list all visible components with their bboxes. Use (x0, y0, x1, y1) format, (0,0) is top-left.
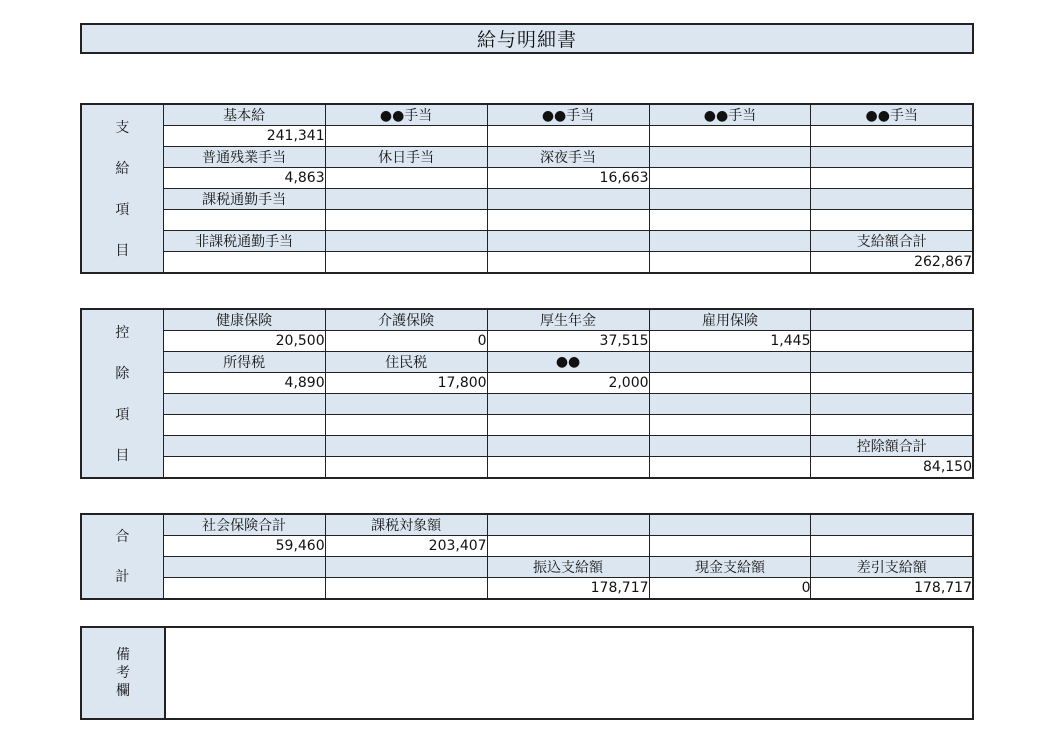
item-label-cell (325, 394, 487, 415)
item-value-cell[interactable] (811, 536, 973, 557)
item-label-cell: ●●手当 (811, 104, 973, 126)
item-value-cell[interactable] (325, 415, 487, 436)
item-value-cell[interactable]: 16,663 (487, 168, 649, 189)
item-label-cell: 課税通勤手当 (163, 189, 325, 210)
item-label-cell: 非課税通勤手当 (163, 231, 325, 252)
item-label-cell: 深夜手当 (487, 147, 649, 168)
table-row (81, 557, 973, 578)
item-label-cell: 差引支給額 (811, 557, 973, 578)
table-row (81, 168, 973, 189)
item-value-cell[interactable] (325, 168, 487, 189)
remarks-label-char: 考 (116, 665, 130, 681)
item-value-cell[interactable] (163, 457, 325, 478)
item-label-cell (487, 436, 649, 457)
item-label-cell (325, 189, 487, 210)
item-label-cell: ●●手当 (325, 104, 487, 126)
item-label-cell (163, 436, 325, 457)
deduction-items-table (80, 308, 974, 479)
item-value-cell[interactable]: 17,800 (325, 373, 487, 394)
item-label-cell (811, 147, 973, 168)
remarks-label-char: 備 (116, 647, 130, 663)
item-label-cell: 所得税 (163, 352, 325, 373)
item-value-cell[interactable] (163, 415, 325, 436)
item-label-cell (649, 436, 811, 457)
item-value-cell[interactable] (811, 126, 973, 147)
remarks-label-char: 欄 (116, 683, 130, 699)
table-row (81, 415, 973, 436)
item-value-cell[interactable]: 84,150 (811, 457, 973, 478)
section-label-char: 給 (115, 160, 130, 177)
item-label-cell (487, 189, 649, 210)
item-value-cell[interactable]: 262,867 (811, 252, 973, 273)
table-row (81, 189, 973, 210)
table-row (81, 514, 973, 536)
item-value-cell[interactable] (649, 126, 811, 147)
item-value-cell[interactable] (649, 536, 811, 557)
item-label-cell: 厚生年金 (487, 309, 649, 331)
item-value-cell[interactable] (487, 126, 649, 147)
item-label-cell: 振込支給額 (487, 557, 649, 578)
item-value-cell[interactable]: 203,407 (325, 536, 487, 557)
totals-table (80, 513, 974, 600)
item-value-cell[interactable] (487, 210, 649, 231)
item-value-cell[interactable] (163, 578, 325, 599)
item-label-cell (163, 557, 325, 578)
item-value-cell[interactable] (325, 252, 487, 273)
item-label-cell (487, 514, 649, 536)
table-row (81, 231, 973, 252)
table-row (81, 126, 973, 147)
payment-section-label (81, 104, 163, 273)
section-label-char: 計 (115, 569, 130, 586)
item-label-cell: 支給額合計 (811, 231, 973, 252)
item-label-cell: 基本給 (163, 104, 325, 126)
item-value-cell[interactable] (811, 210, 973, 231)
item-value-cell[interactable] (649, 252, 811, 273)
item-label-cell (649, 147, 811, 168)
item-label-cell (325, 231, 487, 252)
item-label-cell: 雇用保険 (649, 309, 811, 331)
item-value-cell[interactable]: 0 (649, 578, 811, 599)
remarks-label (82, 628, 166, 718)
table-row (81, 252, 973, 273)
item-value-cell[interactable]: 37,515 (487, 331, 649, 352)
item-value-cell[interactable]: 59,460 (163, 536, 325, 557)
item-value-cell[interactable] (811, 415, 973, 436)
section-label-char: 除 (115, 365, 130, 382)
table-row (81, 309, 973, 331)
table-row (81, 147, 973, 168)
section-label-char: 項 (115, 201, 130, 218)
item-label-cell: ●● (487, 352, 649, 373)
item-value-cell[interactable]: 241,341 (163, 126, 325, 147)
item-label-cell (811, 514, 973, 536)
item-label-cell (811, 309, 973, 331)
item-value-cell[interactable] (325, 126, 487, 147)
section-label-char: 目 (115, 447, 130, 464)
table-row (81, 578, 973, 599)
table-row (81, 331, 973, 352)
table-row (81, 457, 973, 478)
table-row (81, 352, 973, 373)
item-label-cell (649, 189, 811, 210)
item-value-cell[interactable] (163, 210, 325, 231)
item-value-cell[interactable] (811, 168, 973, 189)
deduction-section-label (81, 309, 163, 478)
item-value-cell[interactable] (487, 252, 649, 273)
item-label-cell (811, 352, 973, 373)
item-value-cell[interactable] (325, 210, 487, 231)
item-value-cell[interactable] (811, 373, 973, 394)
item-label-cell: 控除額合計 (811, 436, 973, 457)
item-value-cell[interactable] (649, 210, 811, 231)
item-value-cell[interactable] (649, 373, 811, 394)
page-title: 給与明細書 (80, 23, 974, 54)
totals-section-label (81, 514, 163, 599)
section-label-char: 目 (115, 242, 130, 259)
section-label-char: 合 (115, 529, 130, 546)
item-value-cell[interactable]: 20,500 (163, 331, 325, 352)
item-label-cell: 休日手当 (325, 147, 487, 168)
item-label-cell (325, 557, 487, 578)
item-label-cell: 現金支給額 (649, 557, 811, 578)
item-label-cell: 普通残業手当 (163, 147, 325, 168)
remarks-box (80, 626, 974, 720)
item-label-cell: 住民税 (325, 352, 487, 373)
item-value-cell[interactable]: 4,863 (163, 168, 325, 189)
item-value-cell[interactable] (649, 168, 811, 189)
item-value-cell[interactable] (649, 457, 811, 478)
item-value-cell[interactable] (487, 457, 649, 478)
table-row (81, 373, 973, 394)
table-row (81, 436, 973, 457)
item-label-cell: 介護保険 (325, 309, 487, 331)
section-label-char: 支 (115, 119, 130, 136)
item-value-cell[interactable] (325, 457, 487, 478)
section-label-char: 項 (115, 406, 130, 423)
item-value-cell[interactable]: 0 (325, 331, 487, 352)
item-label-cell (487, 394, 649, 415)
item-value-cell[interactable]: 178,717 (811, 578, 973, 599)
item-label-cell (649, 514, 811, 536)
item-label-cell (649, 394, 811, 415)
item-label-cell (811, 189, 973, 210)
table-row (81, 394, 973, 415)
item-label-cell: 社会保険合計 (163, 514, 325, 536)
remarks-input-area[interactable] (166, 628, 972, 718)
table-row (81, 104, 973, 126)
item-label-cell (163, 394, 325, 415)
item-value-cell[interactable] (649, 415, 811, 436)
item-label-cell: 健康保険 (163, 309, 325, 331)
item-label-cell (487, 231, 649, 252)
item-value-cell[interactable] (811, 331, 973, 352)
item-label-cell (649, 231, 811, 252)
item-label-cell: 課税対象額 (325, 514, 487, 536)
item-value-cell[interactable] (163, 252, 325, 273)
item-label-cell: ●●手当 (487, 104, 649, 126)
item-label-cell (811, 394, 973, 415)
item-value-cell[interactable]: 178,717 (487, 578, 649, 599)
item-value-cell[interactable]: 4,890 (163, 373, 325, 394)
item-value-cell[interactable] (487, 415, 649, 436)
item-value-cell[interactable]: 1,445 (649, 331, 811, 352)
table-row (81, 210, 973, 231)
item-label-cell (649, 352, 811, 373)
payment-items-table (80, 103, 974, 274)
item-value-cell[interactable]: 2,000 (487, 373, 649, 394)
item-label-cell: ●●手当 (649, 104, 811, 126)
section-label-char: 控 (115, 324, 130, 341)
item-label-cell (325, 436, 487, 457)
item-value-cell[interactable] (325, 578, 487, 599)
table-row (81, 536, 973, 557)
item-value-cell[interactable] (487, 536, 649, 557)
